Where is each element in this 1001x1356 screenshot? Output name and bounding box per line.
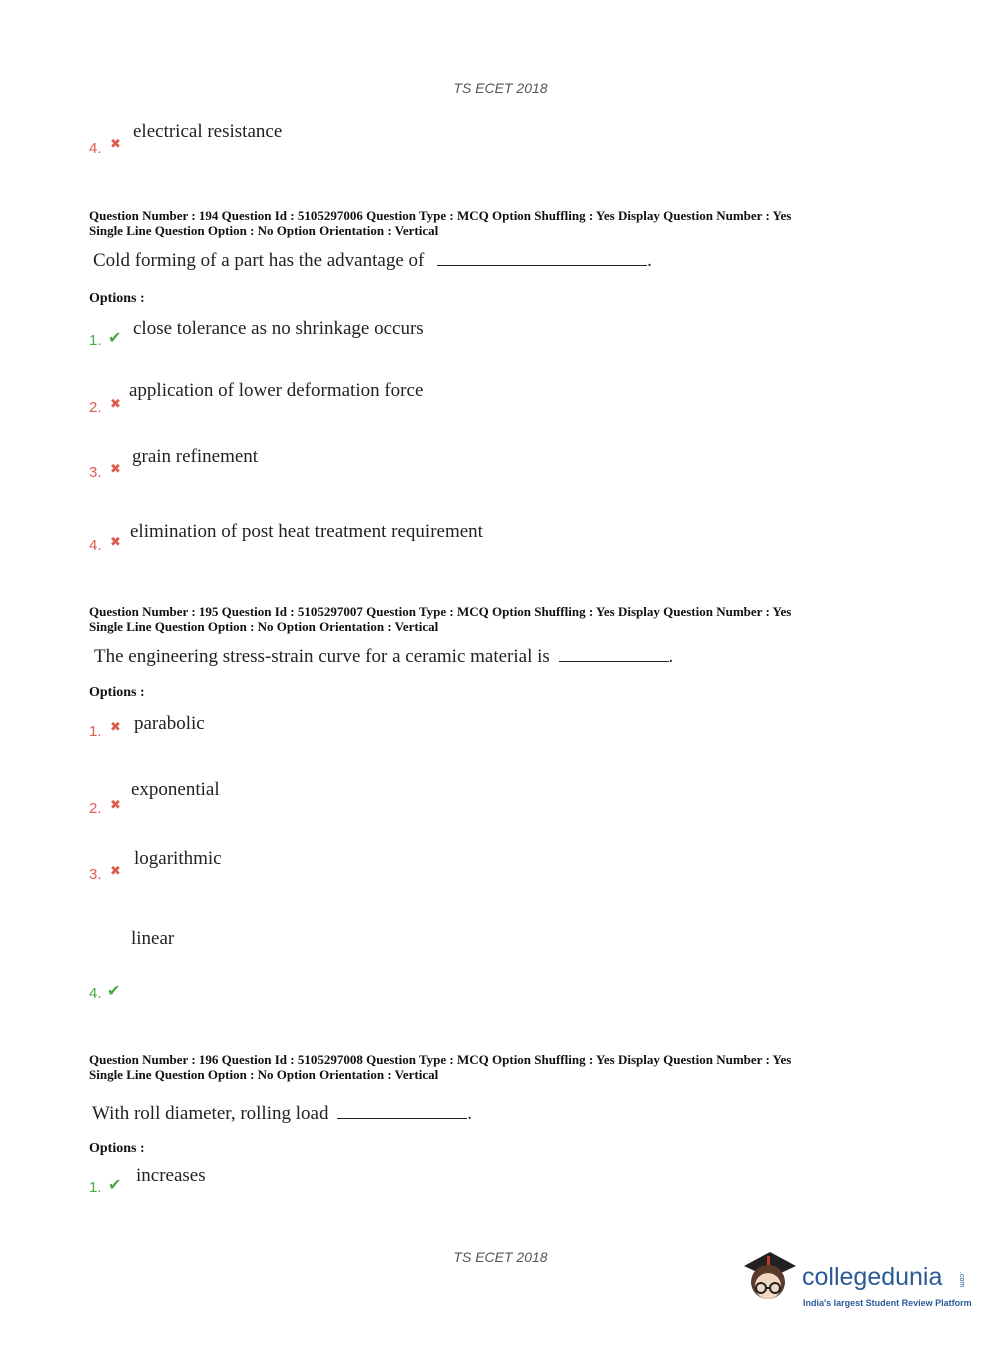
logo-tagline: India's largest Student Review Platform [803,1298,972,1308]
question-text-content: Cold forming of a part has the advantage of [93,250,425,271]
option-number: 1. [89,332,102,349]
option-text: grain refinement [132,446,259,467]
cross-icon: ✖ [110,535,121,550]
option-text: close tolerance as no shrinkage occurs [133,318,424,339]
question-text: The engineering stress-strain curve for a ceramic material is . [94,646,674,667]
option-number: 4. [89,985,102,1002]
question-text-content: With roll diameter, rolling load [92,1103,329,1124]
option-text: linear [131,928,175,949]
cross-icon: ✖ [110,720,121,735]
check-icon: ✔ [108,1175,122,1194]
answer-blank [337,1104,467,1119]
question-text: With roll diameter, rolling load . [92,1103,472,1124]
question-text-content: The engineering stress-strain curve for a ceramic material is [94,646,550,667]
option-text: logarithmic [134,848,222,869]
question-meta: Question Number : 196 Question Id : 5105297008 Question Type : MCQ Option Shuffling : Yes Display Question Number : Yes [89,1052,792,1067]
logo-mascot-icon [740,1248,800,1310]
check-icon: ✔ [108,328,122,347]
question-meta: Single Line Question Option : No Option Orientation : Vertical [89,619,439,634]
question-meta: Single Line Question Option : No Option Orientation : Vertical [89,1067,439,1082]
page-header: TS ECET 2018 [453,80,548,96]
question-meta: Single Line Question Option : No Option Orientation : Vertical [89,223,439,238]
option-number: 4. [89,537,102,554]
option-number: 3. [89,866,102,883]
option-text: exponential [131,779,220,800]
option-text: elimination of post heat treatment requirement [130,521,483,542]
cross-icon: ✖ [110,798,121,813]
cross-icon: ✖ [110,397,121,412]
answer-blank [437,251,647,266]
logo-name: collegedunia [802,1263,943,1291]
question-meta: Question Number : 194 Question Id : 5105297006 Question Type : MCQ Option Shuffling : Yes Display Question Number : Yes [89,208,792,223]
option-number: 2. [89,800,102,817]
option-text: application of lower deformation force [129,380,424,401]
cross-icon: ✖ [110,137,121,152]
page-footer: TS ECET 2018 [453,1249,548,1265]
question-meta: Question Number : 195 Question Id : 5105297007 Question Type : MCQ Option Shuffling : Yes Display Question Number : Yes [89,604,792,619]
option-text: electrical resistance [133,121,283,142]
cross-icon: ✖ [110,864,121,879]
options-label: Options : [89,685,145,700]
option-number: 2. [89,399,102,416]
check-icon: ✔ [107,981,121,1000]
answer-blank [559,647,669,662]
options-label: Options : [89,291,145,306]
cross-icon: ✖ [110,462,121,477]
options-label: Options : [89,1141,145,1156]
option-number: 4. [89,140,102,157]
logo-suffix: .com [958,1272,965,1288]
question-text: Cold forming of a part has the advantage of . [93,250,652,271]
option-text: parabolic [134,713,205,734]
option-number: 1. [89,1179,102,1196]
option-text: increases [136,1165,206,1186]
option-number: 1. [89,723,102,740]
option-number: 3. [89,464,102,481]
